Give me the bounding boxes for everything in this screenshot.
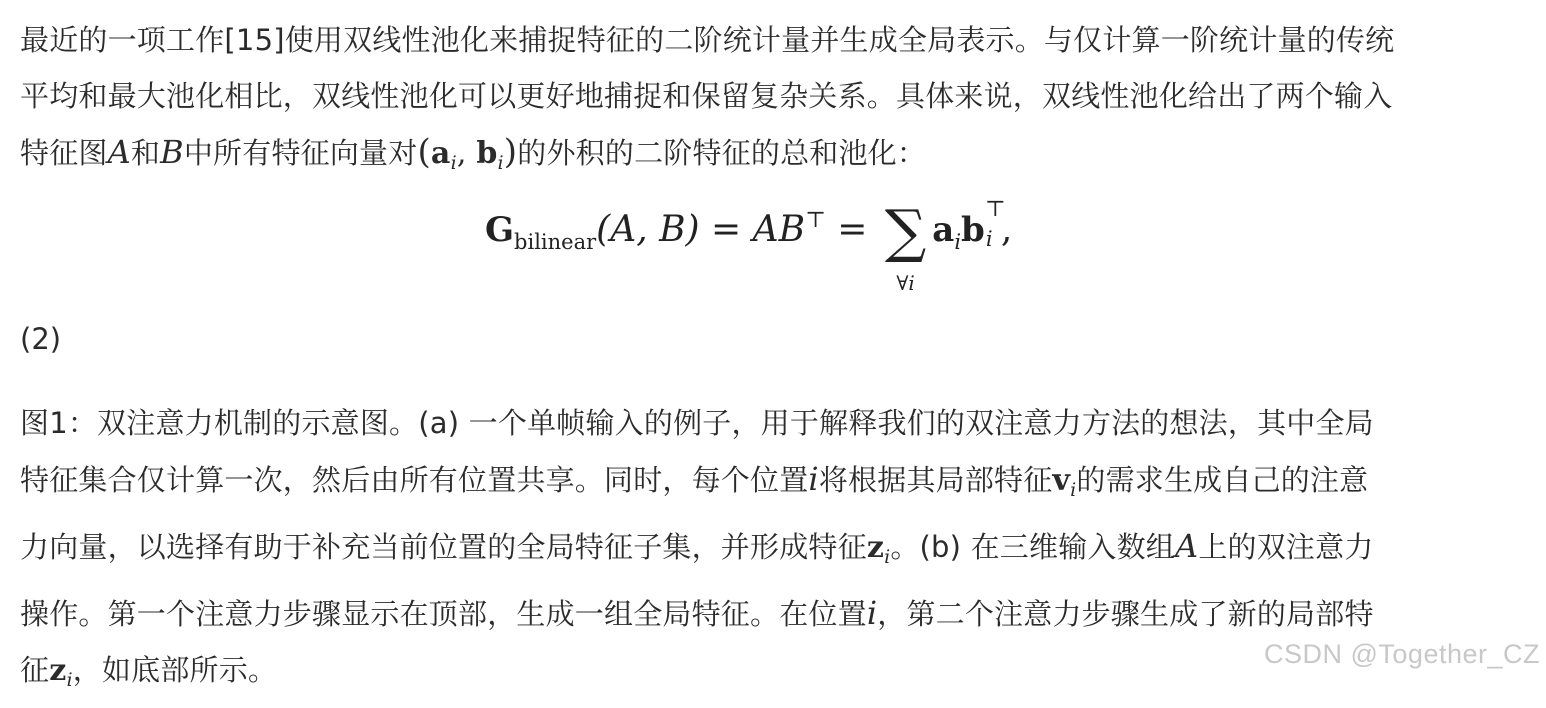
equation-number: (2) [20, 322, 62, 356]
math-a-bold: a [430, 136, 451, 171]
caption-line-2a: 特征集合仅计算一次，然后由所有位置共享。同时，每个位置 [20, 463, 809, 497]
math-A: A [107, 133, 131, 171]
csdn-watermark: CSDN @Together_CZ [1264, 639, 1540, 669]
eq-args: (A, B) [596, 209, 700, 250]
math-v-bold: v [1052, 463, 1071, 498]
eq-AB: AB [752, 209, 806, 250]
eq-b-scripts [984, 197, 1006, 251]
math-A-2: A [1175, 527, 1199, 565]
eq-tail-comma: , [1000, 209, 1013, 250]
math-z-sub-2: i [66, 669, 73, 691]
paren-close: ) [503, 132, 518, 172]
eq-sum-symbol: ∑ [884, 197, 927, 265]
eq-sum-under: ∀i [896, 271, 915, 295]
intro-and: 和 [130, 136, 161, 170]
math-a-sub: i [450, 152, 457, 174]
math-i-1: i [808, 460, 819, 498]
intro-line-3c: 的外积的二阶特征的总和池化： [517, 136, 927, 170]
math-b-bold: b [476, 136, 498, 171]
intro-line-3a: 特征图 [20, 136, 108, 170]
eq-a-sub: i [954, 230, 962, 254]
math-z-bold-1: z [866, 530, 885, 565]
caption-line-3b: 。(b) 在三维输入数组 [890, 530, 1175, 564]
eq-equals-1: = [699, 209, 753, 250]
caption-line-4a: 操作。第一个注意力步骤显示在顶部，生成一组全局特征。在位置 [20, 597, 867, 631]
equation-content [485, 197, 1013, 295]
math-i-2: i [866, 594, 878, 632]
intro-paragraph [20, 12, 1530, 191]
caption-line-5b: ，如底部所示。 [72, 653, 278, 687]
bilinear-equation [20, 187, 1530, 307]
eq-a-bold: a [932, 210, 955, 250]
intro-line-2: 平均和最大池化相比，双线性池化可以更好地捕捉和保留复杂关系。具体来说，双线性池化给出了两个输入 [20, 79, 1393, 113]
eq-transpose-1: ⊤ [805, 208, 826, 233]
math-B: B [160, 133, 184, 171]
paren-open: ( [417, 132, 431, 172]
intro-line-1: 最近的一项工作[15]使用双线性池化来捕捉特征的二阶统计量并生成全局表示。与仅计算一阶统计量的传统 [20, 23, 1395, 57]
math-comma: , [456, 136, 477, 171]
eq-G-subscript: bilinear [514, 230, 597, 254]
math-v-sub: i [1070, 479, 1077, 501]
caption-line-1: 图1：双注意力机制的示意图。(a) 一个单帧输入的例子，用于解释我们的双注意力方法的想法，其中全局 [20, 406, 1374, 440]
math-z-bold-2: z [49, 653, 67, 688]
math-z-sub-1: i [884, 546, 891, 568]
eq-sum [884, 197, 927, 295]
caption-line-2b: 将根据其局部特征 [818, 463, 1053, 497]
math-b-sub: i [497, 152, 504, 174]
caption-line-4b: ，第二个注意力步骤生成了新的局部特 [877, 597, 1374, 631]
eq-transpose-2: ⊤ [984, 197, 1006, 222]
eq-b-bold: b [961, 210, 985, 250]
caption-line-5a: 征 [20, 653, 50, 687]
eq-G: G [485, 210, 515, 250]
eq-equals-2: = [825, 209, 879, 250]
caption-line-2c: 的需求生成自己的注意 [1076, 463, 1369, 497]
caption-line-3a: 力向量，以选择有助于补充当前位置的全局特征子集，并形成特征 [20, 530, 867, 564]
intro-line-3b: 中所有特征向量对 [183, 136, 418, 170]
eq-b-sub: i [985, 227, 993, 251]
caption-line-3c: 上的双注意力 [1198, 530, 1374, 564]
